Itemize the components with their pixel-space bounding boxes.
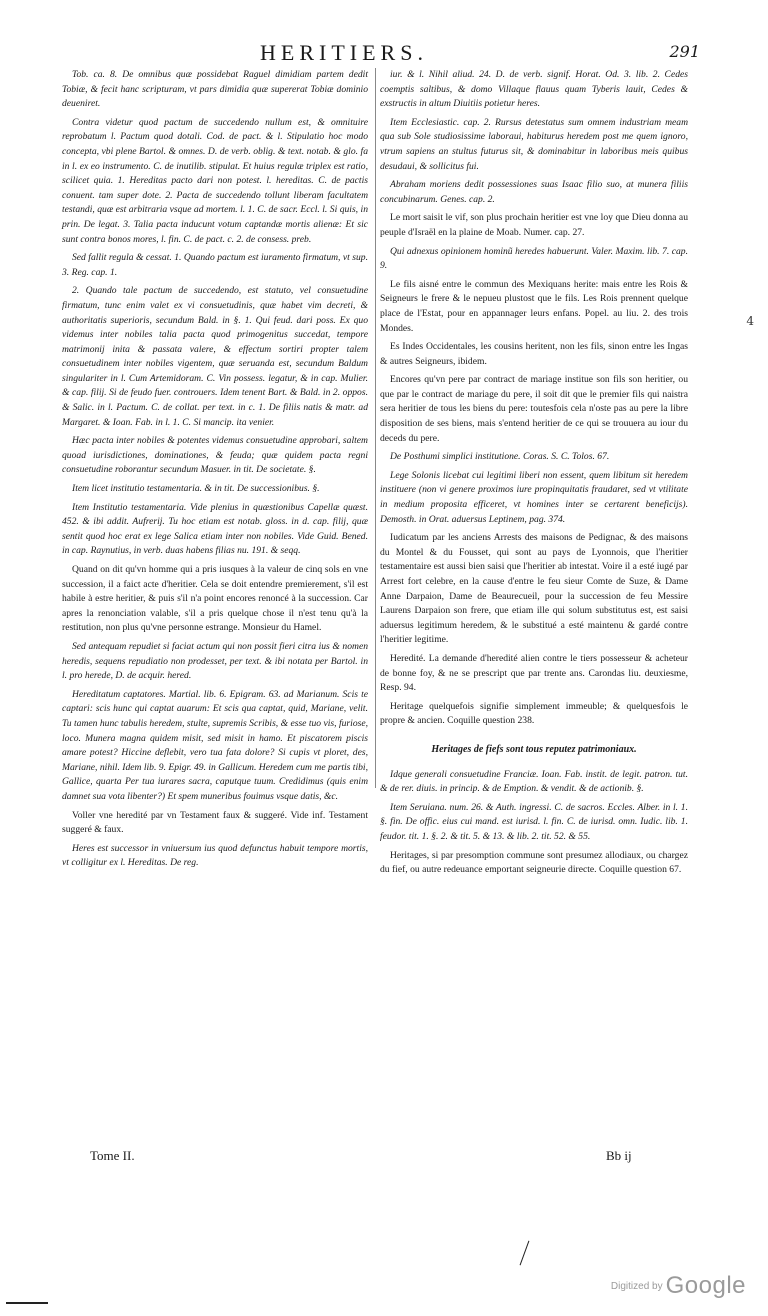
signature-mark: Bb ij xyxy=(606,1148,632,1163)
paragraph: Le fils aisné entre le commun des Mexiquans herite: mais entre les Rois & Seigneurs le frere & le nepueu plustost que le fils. Les Rois prennent quelque place de l'Estat, pour en appannager leurs enfans. Popel. au liu. 2. des trois Mondes. xyxy=(380,278,688,334)
page-header xyxy=(60,40,700,68)
paragraph: Item Seruiana. num. 26. & Auth. ingressi. C. de sacros. Eccles. Alber. in l. 1. §. fin. De offic. eius cui mand. est iurisd. l. fin. C. de iurisd. omn. Iudic. lib. 1. feudor. tit. 1. §. 2. & tit. 5. & 13. & lib. 2. tit. 52. & 55. xyxy=(380,801,688,842)
paragraph: Le mort saisit le vif, son plus prochain heritier est vne loy que Dieu donna au peuple d'Israël en la plaine de Moab. Numer. cap. 27. xyxy=(380,212,688,238)
paragraph: Idque generali consuetudine Franciæ. Ioan. Fab. instit. de legit. patron. tut. & de rer. diuis. in princip. & de Emption. & vendit. & de actionib. §. xyxy=(380,768,688,795)
paragraph: iur. & l. Nihil aliud. 24. D. de verb. signif. Horat. Od. 3. lib. 2. Cedes coemptis saltibus, & domo Villaque flauus quam Tyberis lauit, Cedes & exstructis in altum Diuitiis potietur heres. xyxy=(380,69,688,110)
paragraph: Voller vne heredité par vn Testament faux & suggeré. Vide inf. Testament suggeré & faux. xyxy=(62,809,368,836)
paragraph: Hereditatum captatores. Martial. lib. 6. Epigram. 63. ad Marianum. Scis te captari: scis hunc qui captat auarum: Et scis qua captat, quid, Mariane, velit. Tu tamen hunc tabulis heredem, stulte, supremis Scribis, & esse tuo vis, furiose, loco. Munera magna quidem misit, sed misit in hamo. Et piscatorem piscis amare potest? Hiccine deflebit, vero tua fata dolore? Si cupis vt ploret, des, Mariane, nihil. Idem lib. 9. Epigr. 49. in Gallicum. Heredem cum me partis tibi, Gallice, quarta Per tua iurares sacra, caputque tuum. Credidimus (quis enim damnet sua vota libenter?) Et spem muneribus fouimus vsque datis, &c. xyxy=(62,688,369,802)
paragraph: Heritage quelquefois signifie simplement immeuble; & quelquesfois le propre & ancien. Coquille question 238. xyxy=(380,700,688,727)
section-heading: Heritages de fiefs sont tous reputez patrimoniaux. xyxy=(431,743,637,755)
paragraph: Sed antequam repudiet si faciat actum qui non possit fieri citra ius & nomen heredis, sequens repudiatio non prodesset, per text. & ibi notata per Bartol. in l. pro herede, D. de acquir. hered. xyxy=(62,640,368,682)
scan-speck xyxy=(520,1241,530,1266)
left-column xyxy=(62,68,368,875)
paragraph: Heritages, si par presomption commune sont presumez allodiaux, ou chargez du fief, ou autre redeuance emportant seigneurie directe. Coquille question 67. xyxy=(380,849,688,876)
paragraph: Item licet institutio testamentaria. & in tit. De successionibus. §. xyxy=(72,483,320,495)
google-logo: Google xyxy=(665,1272,746,1299)
right-column xyxy=(380,68,688,882)
paragraph: Hæc pacta inter nobiles & potentes videmus consuetudine approbari, saltem quoad iurisdictiones, dominationes, & feuda; quæ quidem pacta regni consuetudine roborantur secundum Masuer. in tit. De societate. §. xyxy=(62,435,368,476)
paragraph: 2. Quando tale pactum de succedendo, est statuto, vel consuetudine firmatum, tunc enim valet ex vi consuetudinis, quæ habet vim decreti, & authoritatis superioris, secundum Bald. in §. 1. Qui feud. dari poss. Ex quo videmus inter nobiles talia pacta quod primogenitus succedat, tempore matrimonij inita & passata valere, & effectum sortiri propter talem consuetudinem inter nobiles vigentem, quæ seruanda est, secundum Baldum singulariter in l. Cum Artemidoram. C. Vin possess. legatur, & in cap. Mulier. & cap. filij. Si de feudo fuer. controuers. Idem tenent Bart. & Bald. in 2. oppos. & Salic. in l. Pactum. C. de collat. per text. in c. 1. De filiis natis & matr. ad Margaret. & Ioan. Fab. in l. 1. C. Si mancip. ita venier. xyxy=(62,285,368,428)
paragraph: Contra videtur quod pactum de succedendo nullum est, & omnituire reprobatum l. Pactum quod dotali. Cod. de pact. & l. Stipulatio hoc modo concepta, vbi plene Bartol. & omnes. D. de verb. oblig. & text. notab. & glo. fa in l. ex eo instrumento. C. de inutilib. stipulat. Et huius regulæ triplex est ratio, scilicet quia. 1. Hereditas pacto dari non potest. l. hereditas. C. de pactis conuent. tam super dote. 2. Pacta de succedendo tollunt liberam facultatem testandi, quæ est arbitraria vsque ad mortem. l. 1. C. de sacr. Eccl. l. Si quis, in prin. De legat. 3. Talia pacta inducunt votum captandæ mortis alienæ: Et sic sunt contra bonos mores, l. fin. C. de pact. c. 2. de consess. preb. xyxy=(62,116,368,245)
paragraph: Lege Solonis licebat cui legitimi liberi non essent, quem libitum sit heredem instituere (non vi genere proximos iure propinquitatis fraudaret, sed vt vtilitate in medium proposita efficeret, vt homines inter se certarent beneficijs). Demosth. in Orat. aduersus Leptinem, pag. 374. xyxy=(380,469,688,525)
volume-label: Tome II. xyxy=(90,1148,135,1163)
paragraph: De Posthumi simplici institutione. Coras. S. C. Tolos. 67. xyxy=(390,451,610,463)
paragraph: Sed fallit regula & cessat. 1. Quando pactum est iuramento firmatum, vt sup. 3. Reg. cap. 1. xyxy=(62,252,368,278)
paragraph: Abraham moriens dedit possessiones suas Isaac filio suo, at munera filiis concubinarum. Genes. cap. 2. xyxy=(380,179,688,205)
watermark-prefix: Digitized by xyxy=(610,1281,663,1292)
paragraph: Item Ecclesiastic. cap. 2. Rursus detestatus sum omnem industriam meam qua sub Sole studiosissime laboraui, habiturus heredem post me quem ignoro, vtrum sapiens an stultus futurus sit, & dominabitur in laboribus meis quibus desudaui, & sollicitus fui. xyxy=(380,116,688,172)
paragraph: Tob. ca. 8. De omnibus quæ possidebat Raguel dimidiam partem dedit Tobiæ, & fecit hanc scripturam, vt pars dimidia quæ supererat Tobiæ dominio deueniret. xyxy=(62,69,368,110)
column-divider xyxy=(375,68,376,788)
paragraph: Item Institutio testamentaria. Vide plenius in quæstionibus Capellæ quæst. 452. & ibi addit. Aufrerij. Tu hoc etiam est notab. gloss. in d. cap. filij, quæ sentit quod hoc erat ex lege Salica etiam inter non nobiles. Vide Guid. Bened. in cap. Raynutius, in verb. duas habens filias nu. 191. & seqq. xyxy=(62,501,368,557)
scan-speck xyxy=(6,1302,48,1304)
paragraph: Es Indes Occidentales, les cousins heritent, non les fils, sinon entre les Ingas & autres Seigneurs, ibidem. xyxy=(380,341,688,367)
paragraph: Heres est successor in vniuersum ius quod defunctus habuit tempore mortis, vt colligitur ex l. Hereditas. De reg. xyxy=(62,842,368,869)
paragraph: Qui adnexus opinionem hominũ heredes habuerunt. Valer. Maxim. lib. 7. cap. 9. xyxy=(380,245,688,272)
margin-mark: 4 xyxy=(746,314,754,328)
page-number: 291 xyxy=(669,42,700,61)
paragraph: Quand on dit qu'vn homme qui a pris iusques à la valeur de cinq sols en vne succession, il a faict acte d'heritier. Cela se doit entendre premierement, s'il est habile à estre heritier, & puis s'il n'a point encores renoncé à la succession. Car apres la renonciation valable, s'il a pris quelque chose il n'est tenu qu'à la restitution, non plus qu'vne personne estrange. Monsieur du Hamel. xyxy=(62,564,368,634)
running-head: HERITIERS. xyxy=(260,40,428,65)
paragraph: Encores qu'vn pere par contract de mariage institue son fils son heritier, ou que par le contract de mariage du pere, il soit dit que le premier fils qui naistra sera heritier de tous les biens du pere: toutesfois cela n'oste pas au pere la libre disposition de ses biens, mais s'entend heritier de ce qui se trouuera au iour du deceds du pere. xyxy=(380,374,688,444)
paragraph: Heredité. La demande d'heredité alien contre le tiers possesseur & acheteur de bonne foy, & ne se prescript que par trente ans. Carondas liu. deuxiesme, Resp. 94. xyxy=(380,652,688,694)
watermark xyxy=(611,1272,746,1300)
paragraph: Iudicatum par les anciens Arrests des maisons de Pedignac, & des maisons du Montel & du Fousset, qui sont au pays de Lyonnois, que l'heritier testamentaire est aussi bien saisi que l'heritier ab intestat. Voire il a esté iugé par Arrest fort celebre, en la cause d'entre le feu sieur Comte de Suze, & Dame Anne Darpaion, Dame de Beaurecueil, pour la succession de feu Messire Laurens Darpaion son frere, que etiam ille qui solum substitutus est, est saisi aduersus legitimum heredem, & le substitué a esté maintenu & gardé contre l'heritier legitime. xyxy=(380,532,688,646)
